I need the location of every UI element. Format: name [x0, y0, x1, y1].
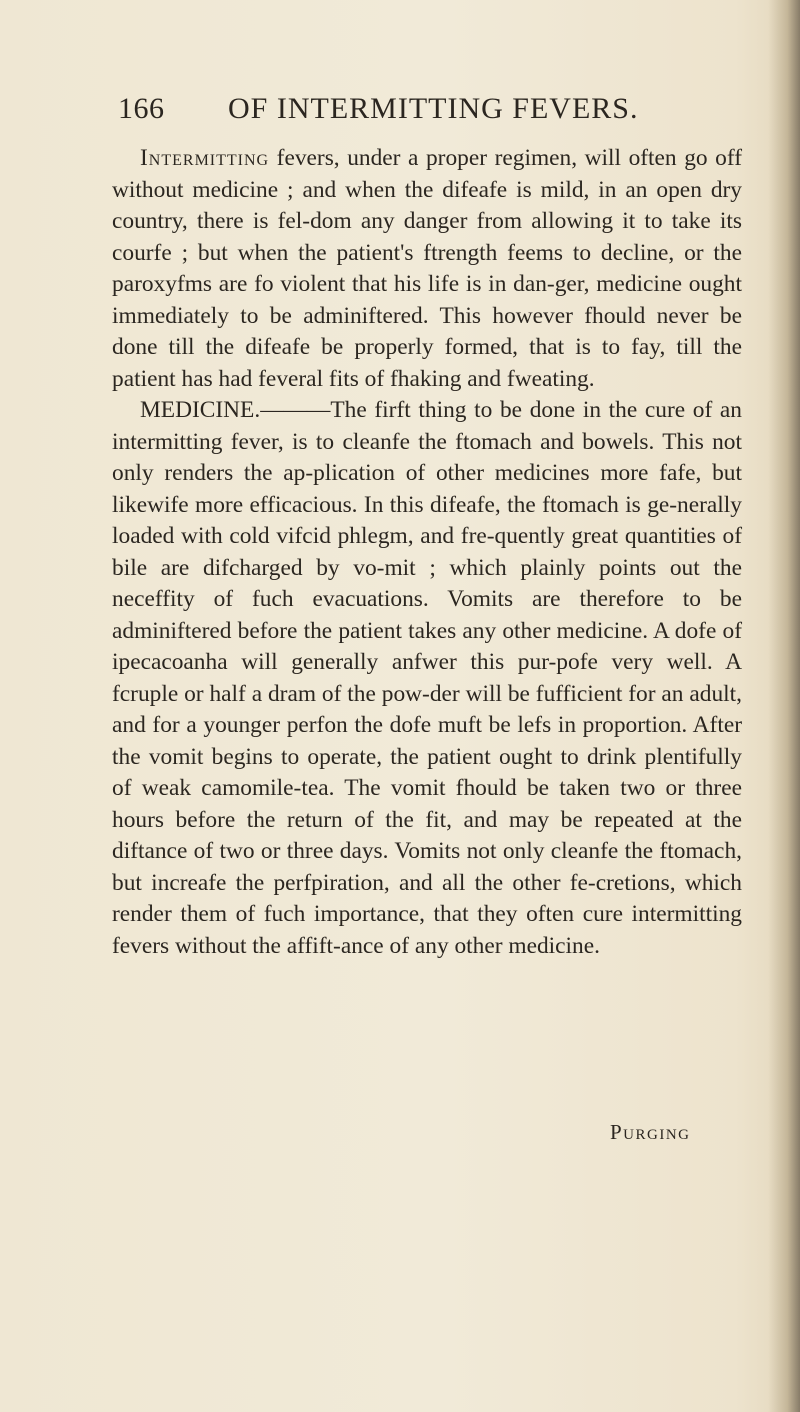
- page-header: [118, 92, 718, 132]
- page-number: 166: [118, 92, 165, 125]
- paragraph-intermitting-fevers: [112, 143, 742, 395]
- paragraph-lead-word: Intermitting: [140, 145, 270, 171]
- page-gutter-shadow: [768, 0, 800, 1412]
- catchword: Purging: [610, 1120, 691, 1144]
- paragraph-medicine: [112, 395, 742, 962]
- running-head: OF INTERMITTING FEVERS.: [228, 92, 639, 125]
- section-heading-medicine: MEDICINE.: [140, 397, 261, 423]
- heading-dash: ———: [260, 397, 331, 423]
- paragraph-text: The firft thing to be done in the cure of an intermitting fever, is to cleanfe the ftomach and bowels. This not only renders the ap-plication of other medicines more fafe, but likewife more efficacious. In this difeafe, the ftomach is ge-nerally loaded with cold vifcid phlegm, and fre-quently great quantities of bile are difcharged by vo-mit ; which plainly points out the neceffity of fuch evacuations. Vomits are therefore to be adminiftered before the patient takes any other medicine. A dofe of ipecacoanha will generally anfwer this pur-pofe very well. A fcruple or half a dram of the pow-der will be fufficient for an adult, and for a younger perfon the dofe muft be lefs in proportion. After the vomit begins to operate, the patient ought to drink plentifully of weak camomile-tea. The vomit fhould be taken two or three hours before the return of the fit, and may be repeated at the diftance of two or three days. Vomits not only cleanfe the ftomach, but increafe the perfpiration, and all the other fe-cretions, which render them of fuch importance, that they often cure intermitting fevers without the affift-ance of any other medicine.: [112, 397, 742, 959]
- paragraph-text: fevers, under a proper regimen, will often go off without medicine ; and when the difeafe is mild, in an open dry country, there is fel-dom any danger from allowing it to take its courfe ; but when the patient's ftrength feems to decline, or the paroxyfms are fo violent that his life is in dan-ger, medicine ought immediately to be adminiftered. This however fhould never be done till the difeafe be properly formed, that is to fay, till the patient has had feveral fits of fhaking and fweating.: [112, 145, 742, 392]
- body-text: [112, 143, 742, 962]
